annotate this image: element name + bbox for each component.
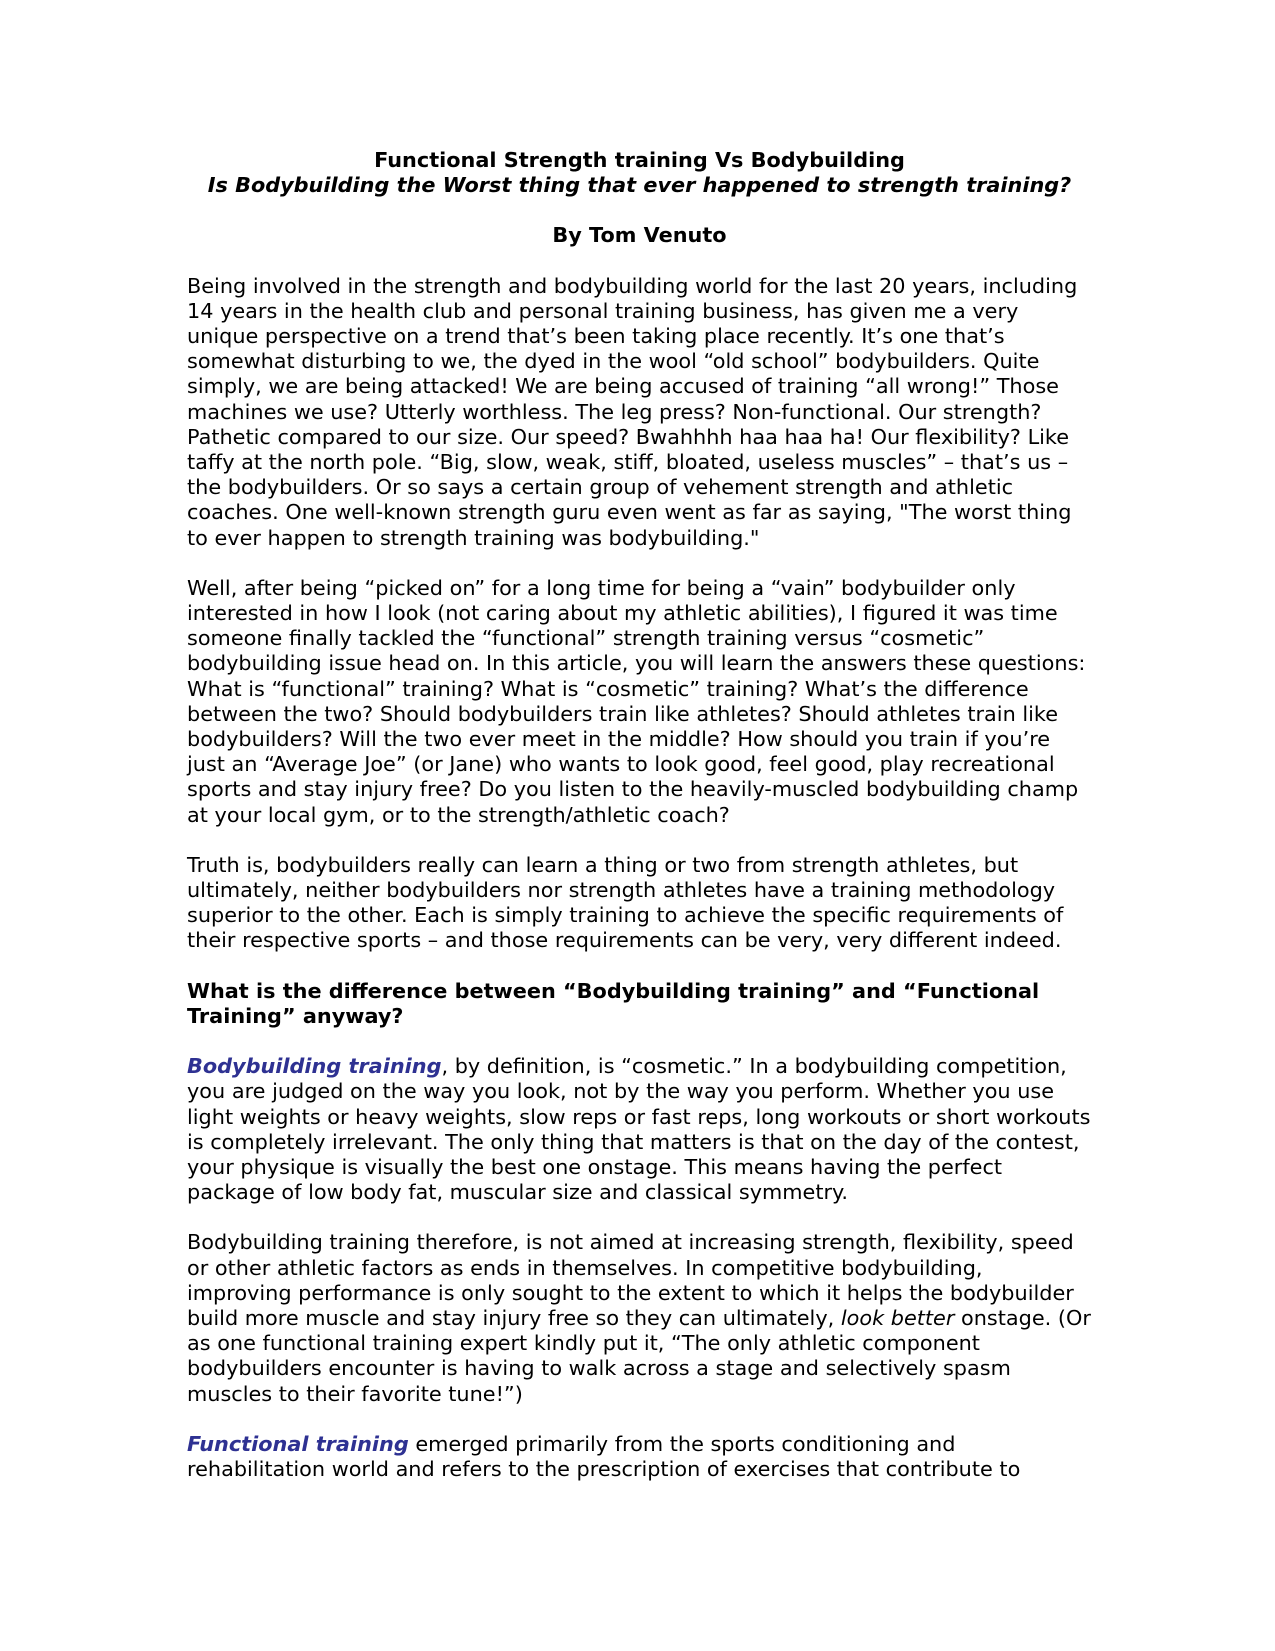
paragraph-functional-training-text: emerged primarily from the sports conditioning and rehabilitation world and refers to the prescription of exercises that contribute to: [187, 1431, 1021, 1481]
article-title: Functional Strength training Vs Bodybuilding: [374, 148, 905, 172]
paragraph-bodybuilding-therefore: [187, 1230, 1092, 1406]
document-page: [187, 148, 1092, 1482]
paragraph-bodybuilding-training-text: , by definition, is “cosmetic.” In a bodybuilding competition, you are judged on the way you look, not by the way you perform. Whether you use light weights or heavy weights, slow reps or fast reps, long workouts or short workouts is completely irrelevant. The only thing that matters is that on the day of the contest, your physique is visually the best one onstage. This means having the perfect package of low body fat, muscular size and classical symmetry.: [187, 1054, 1091, 1205]
paragraph-intro: Being involved in the strength and bodybuilding world for the last 20 years, including 14 years in the health club and personal training business, has given me a very unique perspective on a trend that’s been taking place recently. It’s one that’s somewhat disturbing to we, the dyed in the wool “old school” bodybuilders. Quite simply, we are being attacked! We are being accused of training “all wrong!” Those machines we use? Utterly worthless. The leg press? Non-functional. Our strength? Pathetic compared to our size. Our speed? Bwahhhh haa haa ha! Our flexibility? Like taffy at the north pole. “Big, slow, weak, stiff, bloated, useless muscles” – that’s us – the bodybuilders. Or so says a certain group of vehement strength and athletic coaches. One well-known strength guru even went as far as saying, "The worst thing to ever happen to strength training was bodybuilding.": [187, 273, 1078, 550]
term-bodybuilding-training: Bodybuilding training: [187, 1054, 442, 1079]
paragraph-functional-training: [187, 1432, 1092, 1482]
term-functional-training: Functional training: [187, 1431, 409, 1456]
paragraph-bodybuilding-therefore-text-b: onstage. (Or as one functional training expert kindly put it, “The only athletic component bodybuilders encounter is having to walk across a stage and selectively spasm muscles to their favorite tune!”): [187, 1305, 1091, 1406]
section-heading-difference: What is the difference between “Bodybuilding training” and “Functional Training” anyway?: [187, 978, 1040, 1028]
article-byline: By Tom Venuto: [552, 223, 727, 248]
emphasis-look-better: look better: [840, 1305, 955, 1330]
paragraph-questions: Well, after being “picked on” for a long time for being a “vain” bodybuilder only interested in how I look (not caring about my athletic abilities), I figured it was time someone finally tackled the “functional” strength training versus “cosmetic” bodybuilding issue head on. In this article, you will learn the answers these questions: What is “functional” training? What is “cosmetic” training? What’s the difference between the two? Should bodybuilders train like athletes? Should athletes train like bodybuilders? Will the two ever meet in the middle? How should you train if you’re just an “Average Joe” (or Jane) who wants to look good, feel good, play recreational sports and stay injury free? Do you listen to the heavily-muscled bodybuilding champ at your local gym, or to the strength/athletic coach?: [187, 575, 1086, 827]
paragraph-bodybuilding-therefore-text-a: Bodybuilding training therefore, is not aimed at increasing strength, flexibility, speed or other athletic factors as ends in themselves. In competitive bodybuilding, improving performance is only sought to the extent to which it helps the bodybuilder build more muscle and stay injury free so they can ultimately,: [187, 1230, 1074, 1330]
paragraph-bodybuilding-training: [187, 1054, 1092, 1205]
paragraph-truth: Truth is, bodybuilders really can learn a thing or two from strength athletes, but ultimately, neither bodybuilders nor strength athletes have a training methodology superior to the other. Each is simply training to achieve the specific requirements of their respective sports – and those requirements can be very, very different indeed.: [187, 852, 1064, 953]
article-subtitle: Is Bodybuilding the Worst thing that ever happened to strength training?: [207, 173, 1072, 198]
